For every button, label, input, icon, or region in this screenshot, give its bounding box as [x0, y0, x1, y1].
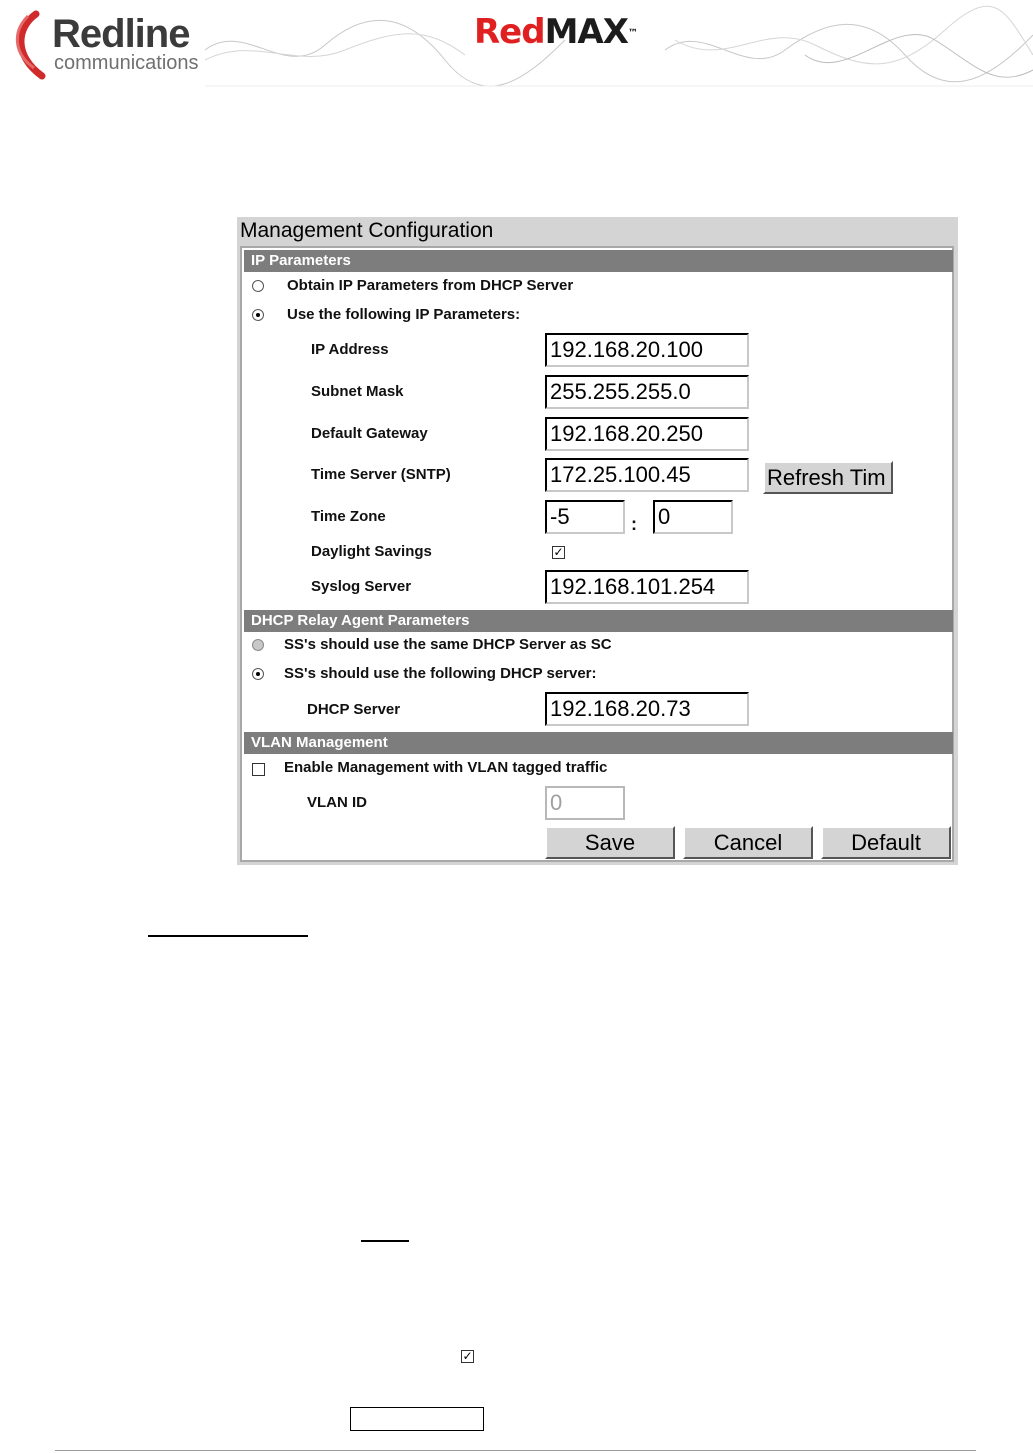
inline-checkbox-icon: ✓ [462, 1349, 473, 1363]
time-zone-minutes-input[interactable]: 0 [653, 500, 733, 534]
vlan-id-input[interactable]: 0 [545, 786, 625, 820]
daylight-savings-checkbox[interactable]: ✓ [553, 545, 564, 559]
subnet-mask-input[interactable]: 255.255.255.0 [545, 375, 749, 409]
brand-red: Red [474, 12, 545, 52]
inline-field-icon [350, 1407, 484, 1431]
brand-trademark: ™ [627, 28, 637, 39]
ip-address-label: IP Address [311, 341, 389, 358]
radio-same-dhcp-label: SS's should use the same DHCP Server as SC [284, 636, 612, 653]
footer-rule [55, 1450, 976, 1451]
daylight-savings-label: Daylight Savings [311, 543, 432, 560]
section-underline [148, 935, 308, 937]
vlan-id-label: VLAN ID [307, 794, 367, 811]
redmax-brand [474, 12, 637, 52]
time-zone-label: Time Zone [311, 508, 386, 525]
redline-logo-icon [6, 10, 50, 82]
time-server-label: Time Server (SNTP) [311, 466, 451, 483]
radio-following-dhcp-label: SS's should use the following DHCP server: [284, 665, 597, 682]
radio-obtain-dhcp[interactable] [252, 280, 264, 292]
refresh-time-button[interactable]: Refresh Tim [763, 461, 893, 494]
radio-use-static[interactable] [252, 309, 264, 321]
default-gateway-label: Default Gateway [311, 425, 428, 442]
radio-obtain-dhcp-label: Obtain IP Parameters from DHCP Server [287, 277, 574, 294]
word-underline [361, 1240, 409, 1242]
dhcp-relay-heading: DHCP Relay Agent Parameters [244, 610, 953, 632]
radio-same-dhcp[interactable] [252, 639, 264, 651]
time-zone-hours-input[interactable]: -5 [545, 500, 625, 534]
enable-vlan-checkbox[interactable] [252, 763, 265, 776]
default-gateway-input[interactable]: 192.168.20.250 [545, 417, 749, 451]
enable-vlan-label: Enable Management with VLAN tagged traffic [284, 759, 608, 776]
subnet-mask-label: Subnet Mask [311, 383, 404, 400]
logo-wordmark: Redline [52, 12, 190, 56]
time-zone-separator: : [631, 514, 637, 534]
radio-use-static-label: Use the following IP Parameters: [287, 306, 521, 323]
syslog-server-input[interactable]: 192.168.101.254 [545, 570, 749, 604]
cancel-button[interactable]: Cancel [683, 826, 813, 859]
ip-parameters-heading: IP Parameters [244, 250, 953, 272]
dhcp-server-label: DHCP Server [307, 701, 401, 718]
brand-max: MAX [544, 12, 628, 52]
dhcp-server-input[interactable]: 192.168.20.73 [545, 692, 749, 726]
logo-subtitle: communications [54, 52, 199, 74]
syslog-server-label: Syslog Server [311, 578, 412, 595]
vlan-management-heading: VLAN Management [244, 732, 953, 754]
default-button[interactable]: Default [821, 826, 951, 859]
save-button[interactable]: Save [545, 826, 675, 859]
ip-address-input[interactable]: 192.168.20.100 [545, 333, 749, 367]
time-server-input[interactable]: 172.25.100.45 [545, 458, 749, 492]
radio-following-dhcp[interactable] [252, 668, 264, 680]
panel-title: Management Configuration [240, 219, 494, 242]
